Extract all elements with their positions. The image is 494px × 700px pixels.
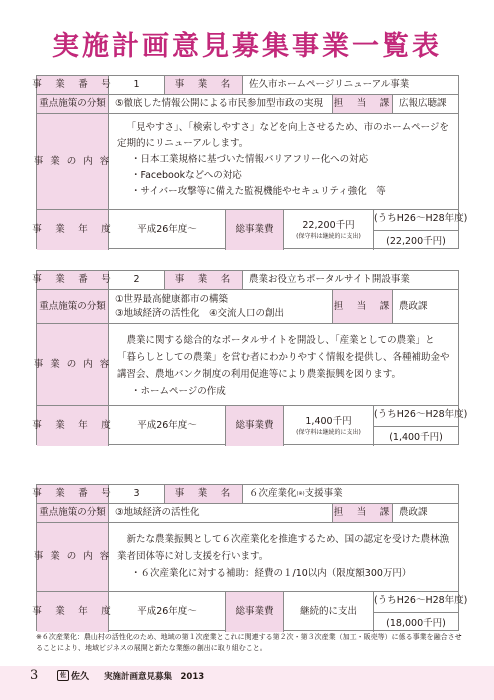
cost-note: (保守料は継続的に支出) [296,429,361,437]
footnote: ※６次産業化：農山村の活性化のため、地域の第１次産業とこれに関連する第２次・第３次産業（加工・販売等）に係る事業を融合させることにより、地域ビジネスの展開と新たな業態の創出に取り組むこと。 [36,633,462,652]
content-lead: 「見やすさ」、「検索しやすさ」などを向上させるため、市のホームページを定期的にリニューアルします。 [117,122,449,149]
label-cost: 総事業費 [226,406,284,446]
cost-range [374,406,468,446]
row-year [32,592,468,632]
label-year: 事 業 年 度 [37,210,109,250]
label-year: 事 業 年 度 [37,406,109,446]
label-name: 事 業 名 [165,271,243,289]
content-lead: 農業に関する総合的なポータルサイトを開設し、「産業としての農業」と「暮らしとしての農業」を営む者にわかりやすく情報を提供し、各種補助金や講習会、農地バンク制度の利用促進等により農業振興を図ります。 [117,335,450,380]
dept-value: 農政課 [399,507,428,519]
content-bullet: ・ホームページの作成 [131,386,226,397]
content-text [109,523,458,591]
label-name: 事 業 名 [165,76,243,94]
cost-value [284,406,374,446]
label-number: 事 業 番 号 [37,271,109,289]
policy-line: ③地域経済の活性化 ④交流人口の創出 [115,308,285,319]
footer-title: 実施計画意見募集 2013 [104,672,205,682]
range-label: (うちH26～H28年度) [374,408,468,420]
content-bullet: ・６次産業化に対する補助：経費の１/10以内（限度額300万円） [131,568,412,579]
content-bullet: ・日本工業規格に基づいた情報バリアフリー化への対応 [131,154,369,165]
label-content: 事 業 の 内 容 [37,324,109,405]
project-number: 2 [109,271,165,289]
label-cost: 総事業費 [226,592,284,632]
label-content: 事 業 の 内 容 [37,114,109,209]
row-policy [37,504,458,523]
label-dept: 担 当 課 [333,504,393,522]
cost-amount: 22,200千円 [302,219,355,231]
range-label: (うちH26～H28年度) [374,212,468,224]
content-text [109,324,458,405]
project-name: ６次産業化 (※) 支援事業 [249,488,343,500]
project-card-2 [32,270,468,445]
page-number: 3 [30,668,39,683]
cost-note: (保守料は継続的に支出) [296,233,361,241]
range-amount: (18,000千円) [386,617,446,629]
label-content: 事 業 の 内 容 [37,523,109,591]
range-amount: (22,200千円) [386,235,446,247]
dept-value: 農政課 [399,300,428,312]
range-amount: (1,400千円) [389,431,443,443]
dept-value: 広報広聴課 [399,98,447,110]
label-policy: 重点施策の分類 [37,504,109,522]
project-number: 3 [109,485,165,503]
page-title: 実施計画意見募集事業一覧表 [52,31,442,62]
row-number [32,271,458,290]
label-policy: 重点施策の分類 [37,290,109,323]
row-content [33,324,458,406]
content-text [109,114,458,209]
label-dept: 担 当 課 [333,95,393,113]
project-name: 農業お役立ちポータルサイト開設事業 [249,274,410,286]
project-card-3 [32,484,468,631]
row-number [32,76,458,95]
cost-amount: 1,400千円 [305,415,352,427]
content-lead: 新たな農業振興として６次産業化を推進するため、国の認定を受けた農林漁業者団体等に対し支援を行います。 [117,534,450,562]
policy-value [109,290,333,323]
logo-text: 佐久 [71,672,90,682]
cost-value [284,210,374,250]
cost-value: 継続的に支出 [284,592,374,632]
row-year [32,406,468,446]
city-logo [57,669,89,682]
cost-range [374,210,468,250]
label-number: 事 業 番 号 [37,485,109,503]
label-policy: 重点施策の分類 [37,95,109,113]
policy-line: ①世界最高健康都市の構築 [115,293,229,305]
label-dept: 担 当 課 [333,290,393,323]
year-value: 平成26年度～ [109,210,226,250]
content-bullet: ・サイバー攻撃等に備えた監視機能やセキュリティ強化 等 [131,186,386,197]
year-value: 平成26年度～ [109,406,226,446]
project-card-1 [32,75,468,249]
logo-mark-icon: 佐 [57,670,69,681]
row-content [33,523,458,592]
project-number: 1 [109,76,165,94]
label-name: 事 業 名 [165,485,243,503]
label-cost: 総事業費 [226,210,284,250]
cost-range [374,592,468,632]
policy-value: ③地域経済の活性化 [109,504,333,522]
range-label: (うちH26～H28年度) [374,594,468,606]
content-bullet: ・Facebookなどへの対応 [131,170,242,181]
label-year: 事 業 年 度 [37,592,109,632]
project-name: 佐久市ホームページリニューアル事業 [249,79,410,91]
policy-value: ⑤徹底した情報公開による市民参加型市政の実現 [109,95,333,113]
row-content [33,114,458,210]
row-number [32,485,458,504]
row-policy [37,95,458,114]
year-value: 平成26年度～ [109,592,226,632]
label-number: 事 業 番 号 [37,76,109,94]
row-year [32,210,468,250]
row-policy [37,290,458,324]
